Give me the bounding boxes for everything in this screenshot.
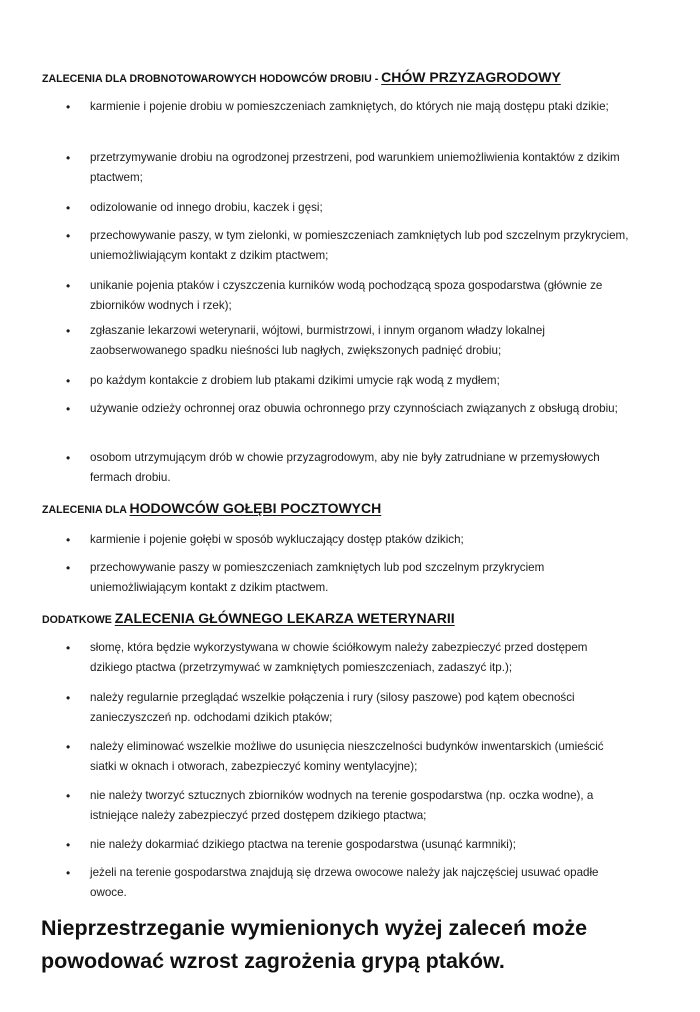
- heading-highlight: HODOWCÓW GOŁĘBI POCZTOWYCH: [129, 500, 382, 516]
- list-item: • przechowywanie paszy w pomieszczeniach zamkniętych lub pod szczelnym przykryciem uniemożliwiającym kontakt z dzikim ptactwem.: [90, 558, 630, 598]
- list-item: • używanie odzieży ochronnej oraz obuwia ochronnego przy czynnościach związanych z obsługą drobiu;: [90, 399, 630, 419]
- list-item: • należy regularnie przeglądać wszelkie połączenia i rury (silosy paszowe) pod kątem obecności zanieczyszczeń np. odchodami dzikich ptaków;: [90, 688, 630, 728]
- list-item: • karmienie i pojenie gołębi w sposób wykluczający dostęp ptaków dzikich;: [90, 530, 630, 550]
- list-item: • nie należy tworzyć sztucznych zbiorników wodnych na terenie gospodarstwa (np. oczka wodne), a istniejące należy zabezpieczyć przed dostępem dzikiego ptactwa;: [90, 786, 630, 826]
- list-item: • osobom utrzymującym drób w chowie przyzagrodowym, aby nie były zatrudniane w przemysłowych fermach drobiu.: [90, 448, 630, 488]
- list-item: • zgłaszanie lekarzowi weterynarii, wójtowi, burmistrzowi, i innym organom władzy lokalnej zaobserwowanego spadku nieśności lub nagłych, zwiększonych padnięć drobiu;: [90, 321, 630, 361]
- list-item: • unikanie pojenia ptaków i czyszczenia kurników wodą pochodzącą spoza gospodarstwa (głównie ze zbiorników wodnych i rzek);: [90, 276, 630, 316]
- list-item: • przetrzymywanie drobiu na ogrodzonej przestrzeni, pod warunkiem uniemożliwienia kontaktów z dzikim ptactwem;: [90, 148, 630, 188]
- section-heading-backyard: [42, 70, 561, 86]
- heading-highlight: CHÓW PRZYZAGRODOWY: [381, 69, 561, 85]
- section-heading-chief-vet: [42, 611, 455, 627]
- list-item: • jeżeli na terenie gospodarstwa znajdują się drzewa owocowe należy jak najczęściej usuwać opadłe owoce.: [90, 863, 630, 903]
- list-item: • słomę, która będzie wykorzystywana w chowie ściółkowym należy zabezpieczyć przed dostępem dzikiego ptactwa (przetrzymywać w zamkniętych pomieszczeniach, zadaszyć itp.);: [90, 638, 630, 678]
- heading-prefix: ZALECENIA DLA: [42, 504, 130, 516]
- list-item: • należy eliminować wszelkie możliwe do usunięcia nieszczelności budynków inwentarskich (umieścić siatki w oknach i otworach, zabezpieczyć kominy wentylacyjne);: [90, 737, 630, 777]
- section-heading-pigeons: [42, 501, 381, 517]
- list-item: • po każdym kontakcie z drobiem lub ptakami dzikimi umycie rąk wodą z mydłem;: [90, 371, 630, 391]
- closing-warning: Nieprzestrzeganie wymienionych wyżej zaleceń może powodować wzrost zagrożenia grypą ptaków.: [41, 916, 588, 973]
- heading-highlight: ZALECENIA GŁÓWNEGO LEKARZA WETERYNARII: [114, 610, 455, 626]
- heading-prefix: DODATKOWE: [42, 614, 115, 626]
- list-item: • nie należy dokarmiać dzikiego ptactwa na terenie gospodarstwa (usunąć karmniki);: [90, 835, 630, 855]
- list-item: • karmienie i pojenie drobiu w pomieszczeniach zamkniętych, do których nie mają dostępu ptaki dzikie;: [90, 97, 630, 117]
- list-item: • przechowywanie paszy, w tym zielonki, w pomieszczeniach zamkniętych lub pod szczelnym przykryciem, uniemożliwiającym kontakt z dzikim ptactwem;: [90, 226, 630, 266]
- list-item: • odizolowanie od innego drobiu, kaczek i gęsi;: [90, 198, 630, 218]
- heading-prefix: ZALECENIA DLA DROBNOTOWAROWYCH HODOWCÓW DROBIU -: [42, 73, 382, 85]
